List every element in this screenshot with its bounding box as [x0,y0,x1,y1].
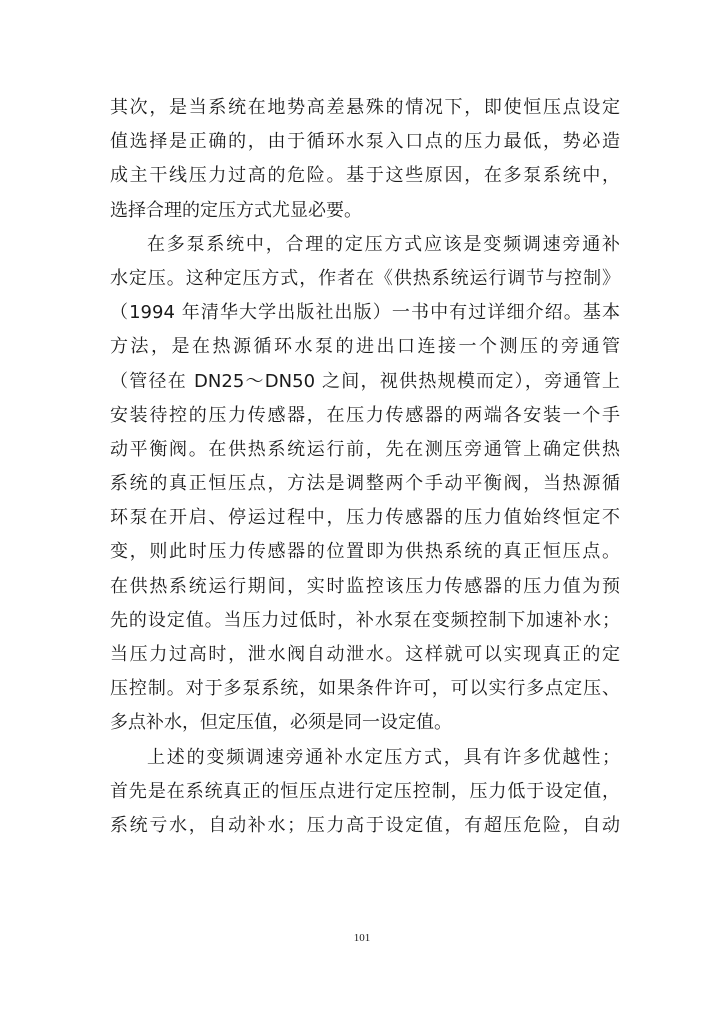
text-line: 上述的变频调速旁通补水定压方式，具有许多优越性； [147,746,620,768]
body-text [110,91,620,843]
text-line: 当压力过高时，泄水阀自动泄水。这样就可以实现真正的定 [110,644,620,665]
text-line: 水定压。这种定压方式，作者在《供热系统运行调节与控制》 [110,267,620,289]
paragraph-2 [110,228,620,741]
page-number: 101 [353,932,371,944]
text-line: （1994 年清华大学出版社出版）一书中有过详细介绍。基本 [110,302,620,324]
text-line: 多点补水，但定压值，必须是同一设定值。 [110,712,452,734]
text-line: 在供热系统运行期间，实时监控该压力传感器的压力值为预 [110,575,620,597]
text-line: 其次，是当系统在地势高差悬殊的情况下，即使恒压点设定 [110,97,620,118]
text-line: 方法，是在热源循环水泵的进出口连接一个测压的旁通管 [110,336,620,358]
text-line: 成主干线压力过高的危险。基于这些原因，在多泵系统中， [110,165,620,187]
text-line: 安装待控的压力传感器，在压力传感器的两端各安装一个手 [110,404,620,426]
text-line: 选择合理的定压方式尤显必要。 [110,199,362,221]
text-line: 环泵在开启、停运过程中，压力传感器的压力值始终恒定不 [110,507,620,529]
text-line: 先的设定值。当压力过低时，补水泵在变频控制下加速补水； [110,609,620,631]
text-line: 压控制。对于多泵系统，如果条件许可，可以实行多点定压、 [110,678,620,700]
paragraph-3 [110,741,620,844]
text-line: 在多泵系统中，合理的定压方式应该是变频调速旁通补 [147,233,620,255]
text-line: 动平衡阀。在供热系统运行前，先在测压旁通管上确定供热 [110,438,620,460]
text-line: 系统亏水，自动补水；压力高于设定值，有超压危险，自动 [110,814,620,836]
text-line: 变，则此时压力传感器的位置即为供热系统的真正恒压点。 [110,541,620,563]
text-line: 系统的真正恒压点，方法是调整两个手动平衡阀，当热源循 [110,473,620,495]
text-line: 首先是在系统真正的恒压点进行定压控制，压力低于设定值， [110,780,620,802]
paragraph-1 [110,91,620,228]
text-line: 值选择是正确的，由于循环水泵入口点的压力最低，势必造 [110,131,620,153]
text-line: （管径在 DN25～DN50 之间，视供热规模而定），旁通管上 [110,370,620,392]
